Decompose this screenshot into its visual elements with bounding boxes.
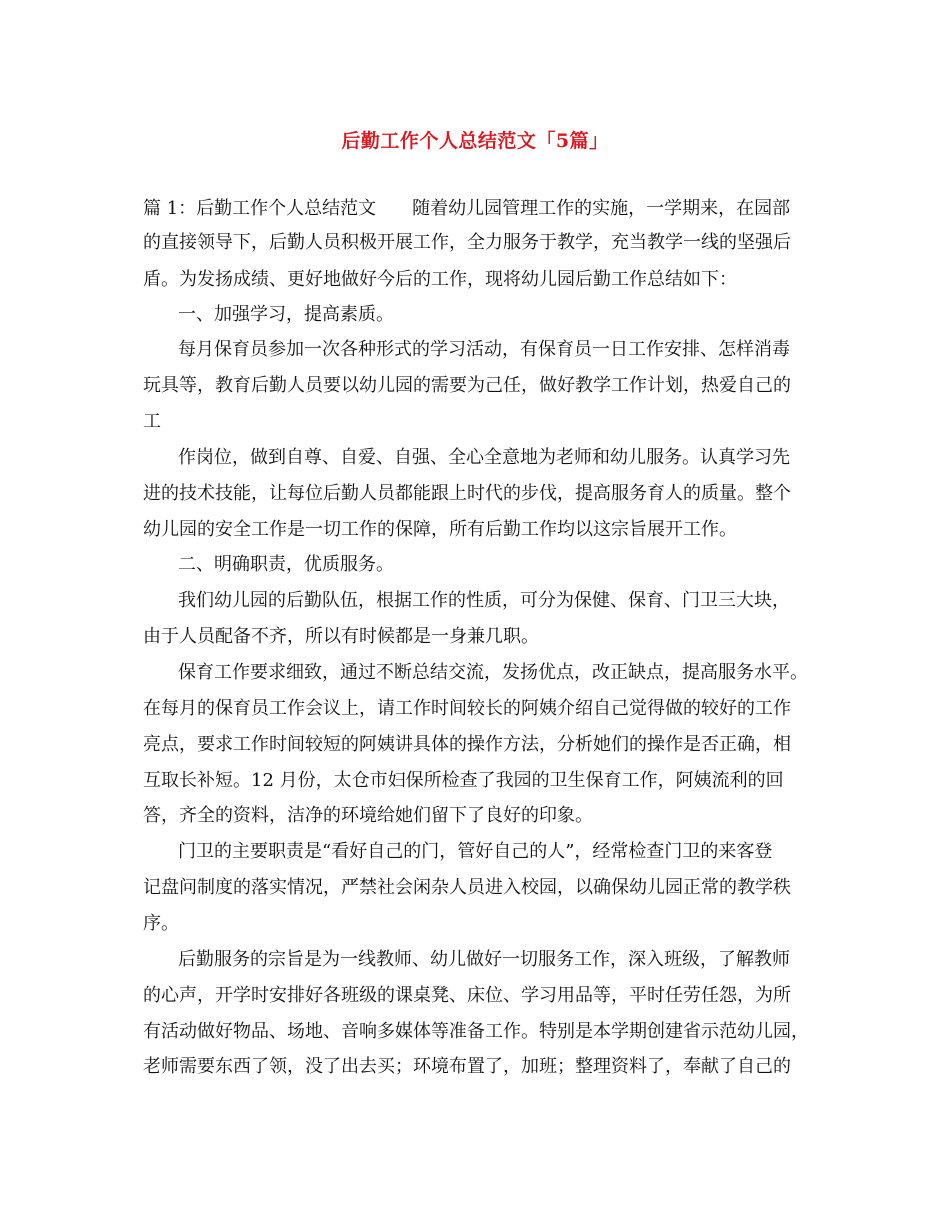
paragraph-line: 有活动做好物品、场地、音响多媒体等准备工作。特别是本学期创建省示范幼儿园， — [143, 1021, 809, 1042]
paragraph-line: 老师需要东西了领，没了出去买；环境布置了，加班；整理资料了，奉献了自己的 — [143, 1056, 791, 1077]
document-title: 后勤工作个人总结范文「5篇」 — [341, 130, 609, 152]
paragraph-line: 记盘问制度的落实情况，严禁社会闲杂人员进入校园，以确保幼儿园正常的教学秩 — [143, 877, 791, 898]
paragraph-line: 幼儿园的安全工作是一切工作的保障，所有后勤工作均以这宗旨展开工作。 — [143, 519, 737, 540]
paragraph-line: 后勤服务的宗旨是为一线教师、幼儿做好一切服务工作，深入班级，了解教师 — [178, 949, 790, 970]
paragraph-line: 玩具等，教育后勤人员要以幼儿园的需要为己任，做好教学工作计划，热爱自己的 — [143, 375, 791, 396]
paragraph-line: 互取长补短。12 月份，太仓市妇保所检查了我园的卫生保育工作，阿姨流利的回 — [143, 770, 784, 791]
paragraph-line: 序。 — [143, 913, 179, 934]
paragraph-line: 在每月的保育员工作会议上，请工作时间较长的阿姨介绍自己觉得做的较好的工作 — [143, 698, 791, 719]
paragraph-line: 工 — [143, 411, 161, 432]
paragraph-line: 盾。为发扬成绩、更好地做好今后的工作，现将幼儿园后勤工作总结如下： — [143, 269, 737, 290]
paragraph-line: 的心声，开学时安排好各班级的课桌凳、床位、学习用品等，平时任劳任怨，为所 — [143, 985, 791, 1006]
paragraph-line: 答，齐全的资料，洁净的环境给她们留下了良好的印象。 — [143, 805, 593, 826]
paragraph-line: 亮点，要求工作时间较短的阿姨讲具体的操作方法，分析她们的操作是否正确，相 — [143, 734, 791, 755]
paragraph-line: 篇 1：后勤工作个人总结范文 随着幼儿园管理工作的实施，一学期来，在园部 — [143, 198, 791, 219]
section-heading: 一、加强学习，提高素质。 — [178, 304, 394, 325]
paragraph-line: 的直接领导下，后勤人员积极开展工作，全力服务于教学，充当教学一线的坚强后 — [143, 232, 791, 253]
paragraph-line: 作岗位，做到自尊、自爱、自强、全心全意地为老师和幼儿服务。认真学习先 — [178, 447, 790, 468]
section-heading: 二、明确职责，优质服务。 — [178, 554, 394, 575]
paragraph-line: 每月保育员参加一次各种形式的学习活动，有保育员一日工作安排、怎样消毒 — [178, 339, 790, 360]
paragraph-line: 门卫的主要职责是“看好自己的门，管好自己的人”，经常检查门卫的来客登 — [178, 841, 773, 862]
paragraph-line: 保育工作要求细致，通过不断总结交流，发扬优点，改正缺点，提高服务水平。 — [178, 662, 808, 683]
paragraph-line: 我们幼儿园的后勤队伍，根据工作的性质，可分为保健、保育、门卫三大块， — [178, 590, 790, 611]
paragraph-line: 由于人员配备不齐，所以有时候都是一身兼几职。 — [143, 626, 539, 647]
paragraph-line: 进的技术技能，让每位后勤人员都能跟上时代的步伐，提高服务育人的质量。整个 — [143, 483, 791, 504]
